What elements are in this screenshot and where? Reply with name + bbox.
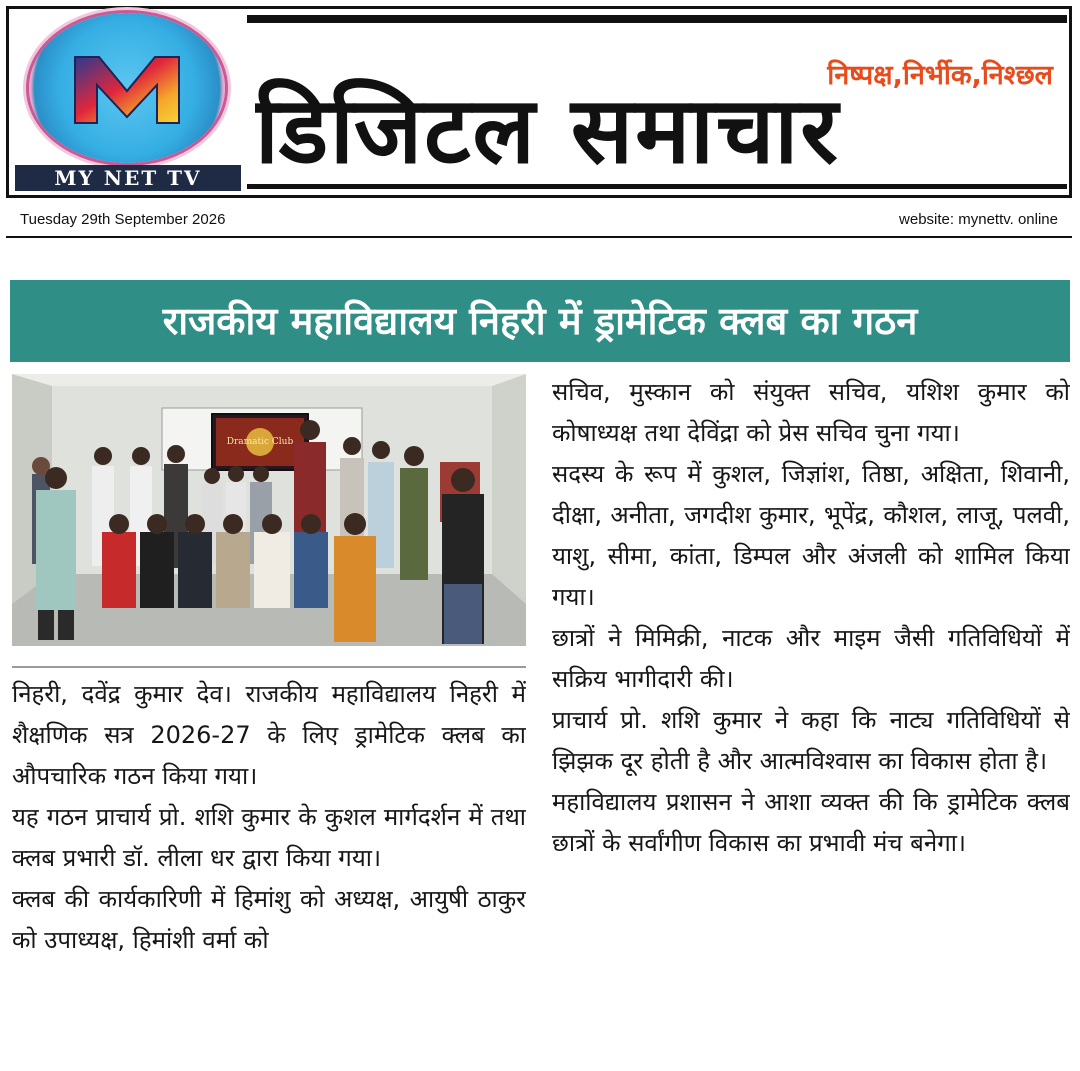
article-paragraph: छात्रों ने मिमिक्री, नाटक और माइम जैसी गतिविधियों में सक्रिय भागीदारी की। xyxy=(552,624,1070,693)
group-photo-illustration xyxy=(12,374,526,646)
channel-logo xyxy=(15,13,241,191)
tagline: निष्पक्ष,निर्भीक,निश्छल xyxy=(827,60,1053,91)
masthead-top-rule xyxy=(247,15,1067,23)
article-paragraph: महाविद्यालय प्रशासन ने आशा व्यक्त की कि ड्रामेटिक क्लब छात्रों के सर्वांगीण विकास का प्रभावी मंच बनेगा। xyxy=(552,788,1070,857)
logo-m-icon xyxy=(71,51,183,125)
website-text: website: mynettv. online xyxy=(899,211,1058,228)
article-paragraph: क्लब की कार्यकारिणी में हिमांशु को अध्यक्ष, आयुषी ठाकुर को उपाध्यक्ष, हिमांशी वर्मा को xyxy=(12,885,526,954)
article-paragraph: सदस्य के रूप में कुशल, जिज्ञांश, तिष्ठा, अक्षिता, शिवानी, दीक्षा, अनीता, जगदीश कुमार, भूपेंद्र, कौशल, लाजू, पलवी, याशु, सीमा, कांता, डिम्पल और अंजली को शामिल किया गया। xyxy=(552,460,1070,611)
article-paragraph: निहरी, दवेंद्र कुमार देव। राजकीय महाविद्यालय निहरी में शैक्षणिक सत्र 2026-27 के लिए ड्रामेटिक क्लब का औपचारिक गठन किया गया। xyxy=(12,680,526,790)
paper-title: डिजिटल समाचार xyxy=(255,77,840,184)
article-paragraph: यह गठन प्राचार्य प्रो. शशि कुमार के कुशल मार्गदर्शन में तथा क्लब प्रभारी डॉ. लीला धर द्वारा किया गया। xyxy=(12,803,526,872)
article-column-right xyxy=(552,372,1070,1064)
article-headline: राजकीय महाविद्यालय निहरी में ड्रामेटिक क्लब का गठन xyxy=(10,280,1070,362)
screen-caption: Dramatic Club xyxy=(226,437,294,447)
photo-divider xyxy=(12,666,526,668)
article-column-left xyxy=(12,674,526,1064)
article-paragraph: सचिव, मुस्कान को संयुक्त सचिव, यशिश कुमार को कोषाध्यक्ष तथा देविंद्रा को प्रेस सचिव चुना गया। xyxy=(552,378,1070,447)
masthead xyxy=(6,6,1072,198)
dateline xyxy=(6,206,1072,238)
logo-text: MY NET TV xyxy=(15,165,241,191)
article-paragraph: प्राचार्य प्रो. शशि कुमार ने कहा कि नाट्य गतिविधियों से झिझक दूर होती है और आत्मविश्वास का विकास होता है। xyxy=(552,706,1070,775)
group-photo xyxy=(12,374,526,646)
issue-date: Tuesday 29th September 2026 xyxy=(20,211,226,228)
